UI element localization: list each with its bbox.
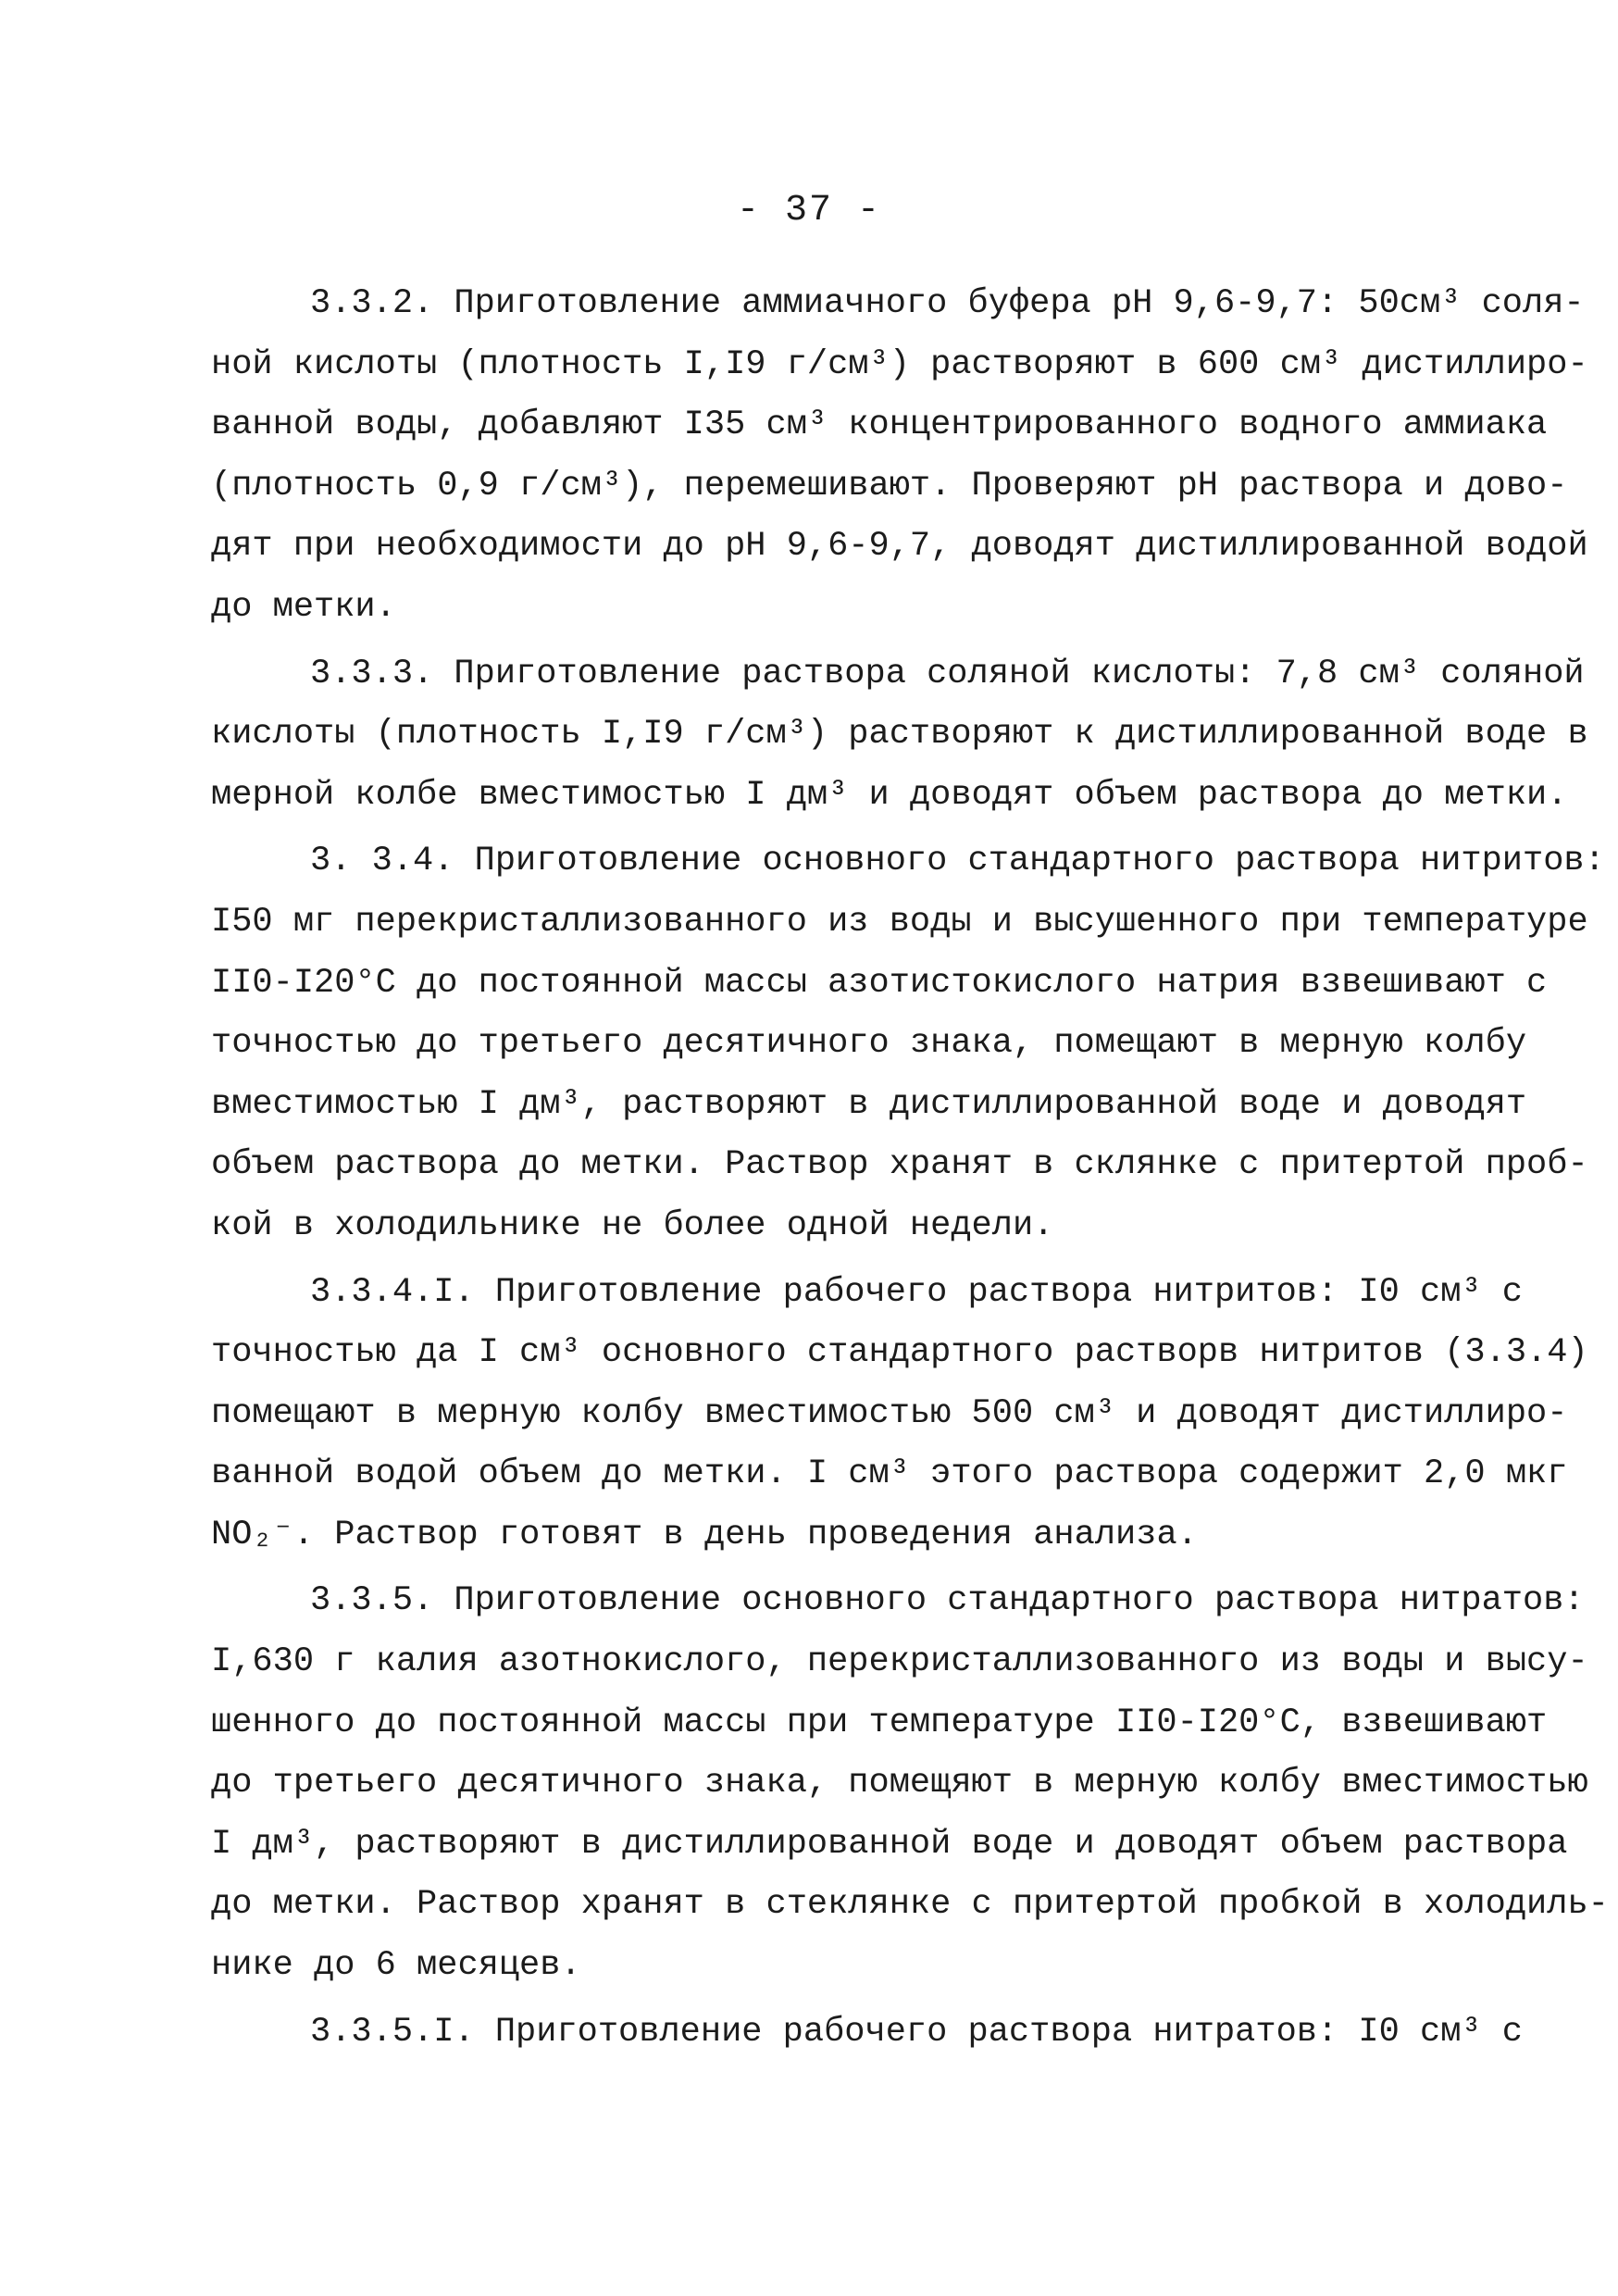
text-line: 3.3.4.I. Приготовление рабочего раствора нитритов: I0 см³ с (310, 1272, 1524, 1312)
text-line: точностью до третьего десятичного знака, помещают в мерную колбу (211, 1024, 1527, 1064)
text-line: 3. 3.4. Приготовление основного стандартного раствора нитритов: (310, 842, 1605, 881)
text-line: NO₂⁻. Раствор готовят в день проведения анализа. (211, 1515, 1198, 1554)
text-line: точностью да I см³ основного стандартного растворв нитритов (3.3.4) (211, 1333, 1588, 1373)
paragraph-3-3-3 (211, 644, 1588, 827)
text-line: кислоты (плотность I,I9 г/см³) растворяют к дистиллированной воде в (211, 715, 1588, 755)
text-line: шенного до постоянной массы при температуре II0-I20°С, взвешивают (211, 1703, 1548, 1742)
text-line: объем раствора до метки. Раствор хранят в склянке с притертой проб- (211, 1145, 1588, 1185)
text-line: ванной водой объем до метки. I см³ этого раствора содержит 2,0 мкг (211, 1454, 1568, 1494)
paragraph-3-3-5-1 (211, 2003, 1524, 2064)
text-line: помещают в мерную колбу вместимостью 500 см³ и доводят дистиллиро- (211, 1393, 1568, 1433)
text-line: (плотность 0,9 г/см³), перемешивают. Проверяют рН раствора и дово- (211, 466, 1568, 505)
text-line: 3.3.2. Приготовление аммиачного буфера рН 9,6-9,7: 50см³ соля- (310, 284, 1585, 323)
text-line: до метки. (211, 587, 396, 627)
text-line: 3.3.5.I. Приготовление рабочего раствора нитратов: I0 см³ с (310, 2012, 1524, 2052)
text-line: до третьего десятичного знака, помещяют в мерную колбу вместимостью (211, 1764, 1588, 1803)
text-line: кой в холодильнике не более одной недели. (211, 1205, 1054, 1245)
text-line: мерной колбе вместимостью I дм³ и доводят объем раствора до метки. (211, 775, 1568, 815)
text-line: I дм³, растворяют в дистиллированной воде и доводят объем раствора (211, 1824, 1568, 1864)
paragraph-3-3-5 (211, 1571, 1609, 1996)
text-line: 3.3.3. Приготовление раствора соляной кислоты: 7,8 см³ соляной (310, 654, 1585, 693)
page-number: - 37 - (736, 190, 882, 231)
paragraph-3-3-2 (211, 274, 1588, 639)
body-text (211, 268, 1609, 2063)
paragraph-3-3-4-1 (211, 1263, 1588, 1566)
text-line: вместимостью I дм³, растворяют в дистиллированной воде и доводят (211, 1084, 1527, 1124)
text-line: до метки. Раствор хранят в стеклянке с притертой пробкой в холодиль- (211, 1885, 1609, 1925)
text-line: I50 мг перекристаллизованного из воды и высушенного при температуре (211, 902, 1588, 942)
text-line: дят при необходимости до рН 9,6-9,7, доводят дистиллированной водой (211, 527, 1588, 567)
text-line: ной кислоты (плотность I,I9 г/см³) растворяют в 600 см³ дистиллиро- (211, 344, 1588, 384)
text-line: I,630 г калия азотнокислого, перекристаллизованного из воды и высу- (211, 1642, 1588, 1682)
text-line: II0-I20°С до постоянной массы азотистокислого натрия взвешивают с (211, 963, 1548, 1003)
paragraph-3-3-4 (211, 831, 1605, 1256)
text-line: ванной воды, добавляют I35 см³ концентрированного водного аммиака (211, 406, 1548, 445)
text-line: нике до 6 месяцев. (211, 1946, 581, 1986)
text-line: 3.3.5. Приготовление основного стандартного раствора нитратов: (310, 1581, 1585, 1621)
